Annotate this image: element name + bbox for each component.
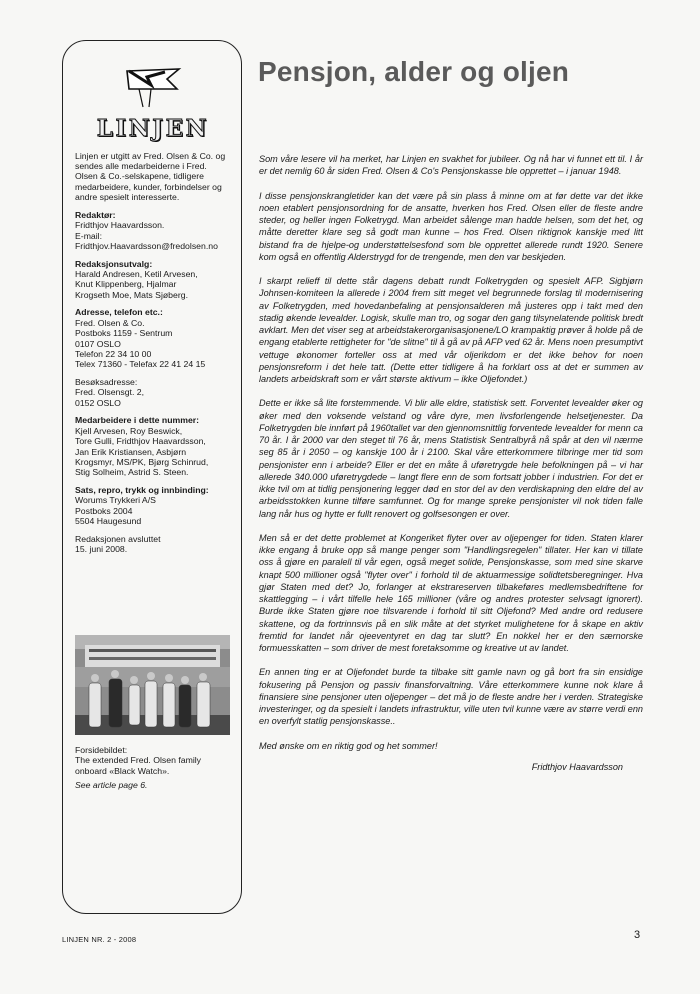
visiting-address: Besøksadresse: Fred. Olsensgt. 2, 0152 OSLO (75, 376, 145, 408)
article-body (259, 153, 643, 773)
article-paragraph: En annen ting er at Oljefondet burde ta tilbake sitt gamle navn og gå bort fra sin ensidige fokusering på Pensjon og passiv finansforvaltning. Våre etterkommere kunne nok klare å finansiere sine pensjoner uten oljepenger – det må jo de fleste andre her i verden. Strategiske investeringer, og da spesielt i landets infrastruktur, ville uten tvil kunne være av større verdi enn en overfylt statlig pensjonskasse.. (259, 667, 643, 727)
crew-on-ship-image (75, 635, 230, 735)
caption-text: Forsidebildet: The extended Fred. Olsen family onboard «Black Watch». (75, 745, 202, 776)
page-number: 3 (634, 929, 641, 941)
see-article-note: See article page 6. (75, 780, 148, 791)
address-section (75, 307, 231, 408)
section-body: Kjell Arvesen, Roy Beswick, Tore Gulli, Fridthjov Haavardsson, Jan Erik Kristiansen, Asbjørn Krogsmyr, MS/PK, Bjørg Schinrud, Stig Solheim, Astrid S. Steen. (75, 425, 209, 478)
section-title: Adresse, telefon etc.: (75, 307, 163, 318)
masthead-wordmark: LINJEN (96, 115, 210, 142)
section-body: Worums Trykkeri A/S Postboks 2004 5504 Haugesund (75, 495, 156, 527)
closing-greeting: Med ønske om en riktig god og het sommer! (259, 740, 438, 751)
contributors-section (75, 415, 231, 478)
editorial-closing-date: Redaksjonen avsluttet 15. juni 2008. (75, 533, 161, 555)
article-paragraph: Som våre lesere vil ha merket, har Linjen en svakhet for jubileer. Og nå har vi funnet ett til. I år er det nemlig 60 år siden Fred. Olsen & Co's Pensjonskasse ble opprettet – i januar 1948. (259, 154, 643, 177)
publisher-intro: Linjen er utgitt av Fred. Olsen & Co. og sendes alle medarbeiderne i Fred. Olsen & Co.-selskapene, tidligere medarbeidere, kunder, forbindelser og andre spesielt interesserte. (75, 150, 226, 203)
article-paragraph: I skarpt relieff til dette står dagens debatt rundt Folketrygden og spesielt AFP. Sigbjørn Johnsen-komiteen la allerede i 2004 frem sitt meget vel begrunnede forslag til modernisering av Folketrygden, med hovedanbefaling at pensjonsalderen må justeres opp i takt med den stadig økende levealder. Logisk, skulle man tro, og sogar den gang tilsynelatende politisk bredt avklart. Men det viser seg at arbeidstakerorganisasjonene/LO krampaktig prøver å holde på de engang etablerte rettigheter for "de slitne" til å gå av på AFP ved 62 år. Mens noen presumptivt vettuge økonomer forteller oss at med vår oljerikdom er det ikke behov for noen pensjonsreform i det hele tatt. (Dette etter tidligere å ha forklart oss at det er summen av landets arbeidskraft som er vårt største aktivum – ikke Oljefondet.) (259, 276, 643, 384)
editorial-board-section (75, 259, 231, 301)
article-paragraph: Men så er det dette problemet at Kongeriket flyter over av oljepenger for tiden. Staten klarer ikke engang å bruke opp så mange penger som "Handlingsregelen" tillater. Her kan vi tillate oss å gjøre en paralell til vår egen, også meget solide, Pensjonskasse, som med sine skarve knapt 500 millioner også "flyter over" i forhold til de aktuarmessige solidtetsberegninger. Hva gjør Staten med det? Jo, forlanger at ekstrareserven tilbakeføres medlemsbedriftene for skattlegging – i vårt tilfelle hele 165 millioner (våre og andres protester selvsagt ignorert). Burde ikke Staten gjøre noe tilsvarende i forhold til sitt Oljefond? Med andre ord redusere skattene, og da fortrinnsvis på en slik måte at det styrket mulighetene for å skape en aktiv fremtid for landet når ojeeventyret en dag tar slutt? En nokkel her er den særnorske formuesskatten – som driver de mest foretaksomme og kreative ut av landet. (259, 532, 643, 653)
section-title: Sats, repro, trykk og innbinding: (75, 484, 209, 495)
section-body: Harald Andresen, Ketil Arvesen, Knut Klippenberg, Hjalmar Krogseth Moe, Mats Sjøberg. (75, 268, 198, 300)
flag-emblem-icon (121, 67, 185, 111)
section-body: Fred. Olsen & Co. Postboks 1159 - Sentrum 0107 OSLO Telefon 22 34 10 00 Telex 71360 - Telefax 22 41 24 15 (75, 317, 206, 370)
editor-section (75, 210, 231, 252)
section-body: Fridthjov Haavardsson. E-mail: Fridthjov.Haavardsson@fredolsen.no (75, 220, 218, 252)
photo-caption (75, 745, 231, 791)
section-title: Redaktør: (75, 209, 116, 220)
section-title: Medarbeidere i dette nummer: (75, 415, 200, 426)
printing-section (75, 485, 231, 555)
article-paragraph: I disse pensjonskrangletider kan det være på sin plass å minne om at før dette var det ikke noen etablert pensjonsordning for de ansatte, hverken hos Fred. Olsen eller de fleste andre steder, og heller ingen Folketrygd. Man arbeidet sålenge man hadde helsen, som det het, og måtte deretter klare seg så godt man kunne – hos Fred. Olsen riktignok kanskje med litt bistand fra de hjelpe-og understøttelsesfond som ble opprettet allerede rundt 1920. Senere kom også en offentlig Alderstrygd for de trengende, men den var beskjeden. (259, 190, 643, 262)
colophon-panel (62, 40, 242, 914)
cover-photo (75, 635, 230, 735)
issue-label: LINJEN NR. 2 - 2008 (62, 935, 137, 944)
article-paragraph: Dette er ikke så lite forstemmende. Vi blir alle eldre, statistisk sett. Forventet levealder øker og øker med den voksende velstand og våre dyre, men livsforlengende helsetjenester. Da Folketrygden ble innført på 1960tallet var den gjennomsnittlig forventede levealder for menn ca 70 år. I år 2000 var den steget til 76 år, mens Statistisk Sentralbyrå nå spår at den vil nærme seg 85 år i 2050 – og kanskje 100 år i 2100. Skal våre etterkommere tilbringe mer tid som pensjonister enn i arbeide? Eller er det en måte å uføretrygde hele befolkningen på – vi har allerede 340.000 uføretrygdede – langt flere enn de som fortsatt jobber i industrien. For det er ikke tvil om at tidlig pensjonering legger død en stor del av den verdiskapning den eldre del av arbeidsstokken kunne tilføre samfunnet. Og for mange spreke pensjonister vil nok tiden falle lang når hus og hytte er fullt renovert og golfsesongen er over. (259, 398, 643, 519)
section-title: Redaksjonsutvalg: (75, 258, 153, 269)
article-headline: Pensjon, alder og oljen (258, 56, 570, 87)
author-signature: Fridthjov Haavardsson (531, 761, 623, 772)
linjen-logo (75, 67, 231, 143)
